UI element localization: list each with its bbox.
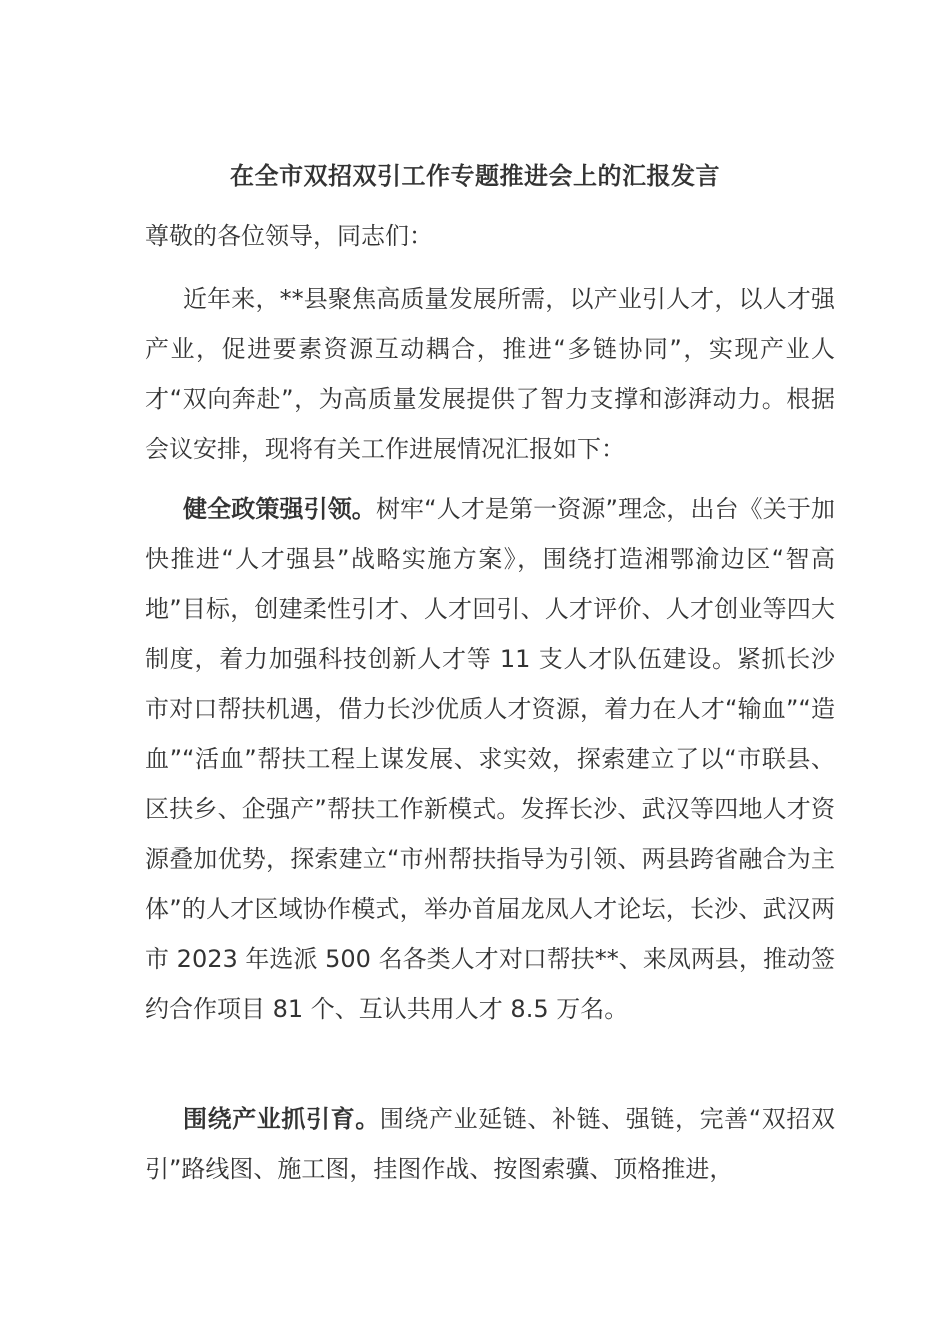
paragraph-text: 近年来，**县聚焦高质量发展所需，以产业引人才，以人才强产业，促进要素资源互动耦合，推进“多链协同”，实现产业人才“双向奔赴”，为高质量发展提供了智力支撑和澎湃动力。根据会议安排，现将有关工作进展情况汇报如下： — [145, 285, 835, 463]
paragraph-text: 树牢“人才是第一资源”理念，出台《关于加快推进“人才强县”战略实施方案》，围绕打造湘鄂渝边区“智高地”目标，创建柔性引才、人才回引、人才评价、人才创业等四大制度，着力加强科技创新人才等 11 支人才队伍建设。紧抓长沙市对口帮扶机遇，借力长沙优质人才资源，着力在人才“输血”“造血”“活血”帮扶工程上谋发展、求实效，探索建立了以“市联县、区扶乡、企强产”帮扶工作新模式。发挥长沙、武汉等四地人才资源叠加优势，探索建立“市州帮扶指导为引领、两县跨省融合为主体”的人才区域协作模式，举办首届龙凤人才论坛，长沙、武汉两市 2023 年选派 500 名各类人才对口帮扶**、来凤两县，推动签约合作项目 81 个、互认共用人才 8.5 万名。 — [145, 495, 836, 1023]
paragraph-lead-heading: 健全政策强引领。 — [183, 495, 376, 523]
paragraph-policy — [145, 484, 835, 1034]
salutation: 尊敬的各位领导，同志们： — [145, 222, 433, 250]
paragraph-lead-heading: 围绕产业抓引育。 — [183, 1105, 380, 1133]
paragraph-text: 围绕产业延链、补链、强链，完善“双招双引”路线图、施工图，挂图作战、按图索骥、顶格推进， — [145, 1105, 836, 1183]
paragraph-industry — [145, 1094, 835, 1194]
document-title: 在全市双招双引工作专题推进会上的汇报发言 — [230, 162, 720, 190]
paragraph-intro — [145, 274, 835, 474]
